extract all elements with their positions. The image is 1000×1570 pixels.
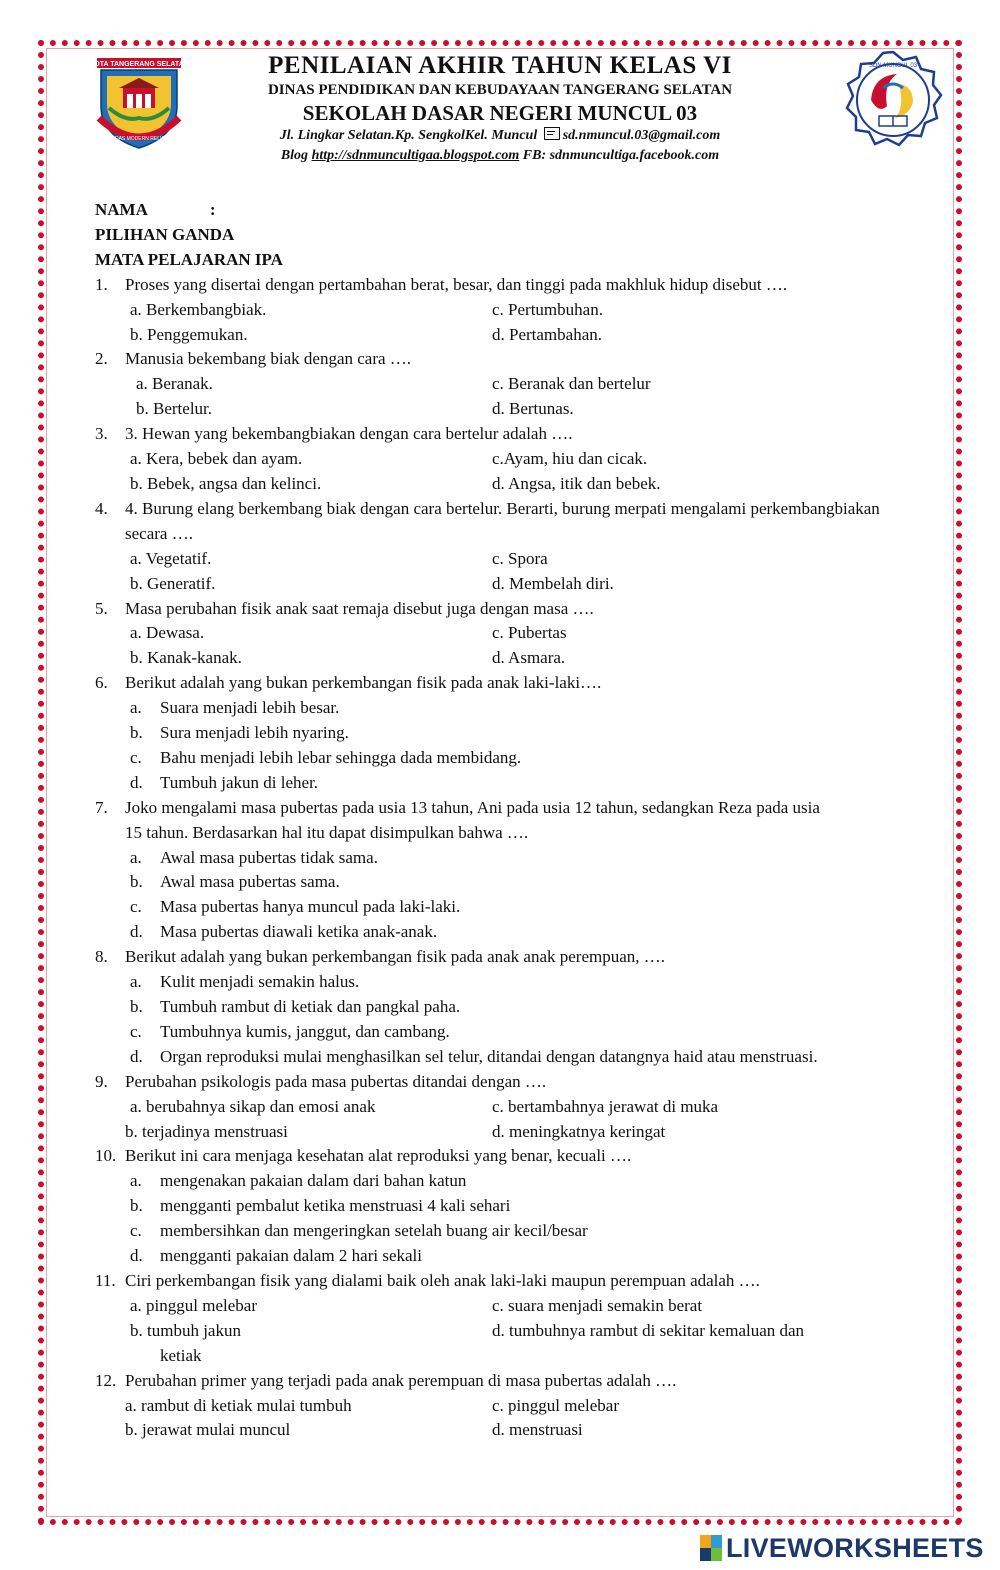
option-c[interactable] [95,1219,925,1244]
question-text: Berikut ini cara menjaga kesehatan alat reproduksi yang benar, kecuali …. [125,1146,632,1166]
option-text: Suara menjadi lebih besar. [160,698,340,718]
option-a[interactable]: a. Beranak. [136,374,213,394]
question-number: 1. [95,274,108,294]
option-row [95,1319,925,1344]
question-10 [95,1144,925,1169]
question-number: 11. [95,1270,116,1290]
option-text: Awal masa pubertas tidak sama. [160,847,378,867]
question-7 [95,796,925,846]
question-number: 10. [95,1146,117,1166]
option-d[interactable]: d. Angsa, itik dan bebek. [492,473,661,493]
option-c[interactable] [95,746,925,771]
question-text: Masa perubahan fisik anak saat remaja disebut juga dengan masa …. [125,598,594,618]
question-text: Perubahan psikologis pada masa pubertas ditandai dengan …. [125,1071,547,1091]
option-letter: c. [130,747,142,767]
option-row [95,323,925,348]
question-text: 4. Burung elang berkembang biak dengan cara bertelur. Berarti, burung merpati mengalami perkembangbiakan secara …. [125,498,880,543]
question-4 [95,497,925,547]
question-number: 2. [95,349,108,369]
option-a[interactable]: a. Kera, bebek dan ayam. [130,449,303,469]
liveworksheets-brand: LIVEWORKSHEETS [726,1532,984,1563]
option-letter: d. [130,922,143,942]
facebook-text: FB: sdnmuncultiga.facebook.com [522,148,720,163]
question-text: 3. Hewan yang bekembangbiakan dengan cara bertelur adalah …. [125,424,573,444]
option-d[interactable] [95,1045,925,1070]
question-number: 4. [95,498,108,518]
option-c[interactable]: c. Pubertas [492,623,567,643]
option-c[interactable]: c. pinggul melebar [492,1395,619,1415]
option-b[interactable]: b. terjadinya menstruasi [125,1121,288,1141]
option-text: Tumbuh rambut di ketiak dan pangkal paha. [160,997,461,1016]
option-row [95,372,925,397]
logo-right-text: SDN MUNCUL 03 [868,63,918,69]
option-text: mengganti pembalut ketika menstruasi 4 kali sehari [160,1196,511,1216]
option-c[interactable]: c.Ayam, hiu dan cicak. [492,449,648,469]
question-text: Proses yang disertai dengan pertambahan berat, besar, dan tinggi pada makhluk hidup disebut …. [125,274,788,294]
exam-title: PENILAIAN AKHIR TAHUN KELAS VI [268,52,732,79]
option-b[interactable] [95,721,925,746]
option-text: Masa pubertas diawali ketika anak-anak. [160,922,438,942]
option-text: Tumbuh jakun di leher. [160,772,319,792]
question-text: Berikut adalah yang bukan perkembangan fisik pada anak laki-laki…. [125,673,602,693]
option-d[interactable]: d. Pertambahan. [492,324,602,344]
question-text: Perubahan primer yang terjadi pada anak perempuan di masa pubertas adalah …. [125,1370,677,1390]
option-letter: b. [130,997,143,1016]
option-text: Organ reproduksi mulai menghasilkan sel telur, ditandai dengan datangnya haid atau menstruasi. [160,1046,818,1066]
option-row [95,1095,925,1120]
option-row [95,397,925,422]
option-d[interactable]: d. menstruasi [492,1420,583,1440]
name-colon: : [209,200,216,219]
question-number: 5. [95,598,108,618]
option-text: Bahu menjadi lebih lebar sehingga dada membidang. [160,747,522,767]
option-d[interactable]: d. Asmara. [492,648,566,668]
option-letter: c. [130,897,142,917]
question-3 [95,422,925,447]
liveworksheets-icon [700,1535,722,1561]
question-5 [95,597,925,622]
option-c[interactable]: c. suara menjadi semakin berat [492,1295,703,1315]
document-header [60,50,940,180]
option-b[interactable]: b. jerawat mulai muncul [125,1420,291,1440]
option-b[interactable] [95,870,925,895]
question-6 [95,671,925,696]
option-a[interactable]: a. berubahnya sikap dan emosi anak [130,1096,376,1116]
option-letter: d. [130,1046,143,1066]
option-row [95,298,925,323]
question-text: Ciri perkembangan fisik yang dialami baik oleh anak laki-laki maupun perempuan adalah …. [125,1270,760,1290]
question-11 [95,1269,925,1294]
option-b[interactable]: b. Penggemukan. [130,324,248,344]
option-text: mengenakan pakaian dalam dari bahan katun [160,1171,467,1191]
liveworksheets-logo[interactable] [700,1533,984,1563]
option-a[interactable] [95,846,925,871]
option-c[interactable]: c. Spora [492,548,548,568]
option-b[interactable]: b. Kanak-kanak. [130,648,242,668]
option-b[interactable]: b. tumbuh jakun [130,1320,241,1340]
option-b[interactable]: b. Bebek, angsa dan kelinci. [130,473,322,493]
option-c[interactable] [95,895,925,920]
option-letter: d. [130,772,143,792]
student-name-line [95,198,925,223]
option-d[interactable]: d. tumbuhnya rambut di sekitar kemaluan dan [492,1320,805,1340]
option-row [95,646,925,671]
school-name: SEKOLAH DASAR NEGERI MUNCUL 03 [302,101,698,125]
option-row [95,1120,925,1145]
question-number: 9. [95,1071,108,1091]
option-text: Kulit menjadi semakin halus. [160,972,360,992]
option-d[interactable]: d. Membelah diri. [492,573,614,593]
option-c[interactable] [95,1020,925,1045]
option-row [95,447,925,472]
option-c[interactable]: c. bertambahnya jerawat di muka [492,1096,719,1116]
option-row [95,1418,925,1443]
option-letter: a. [130,1171,142,1191]
option-letter: b. [130,723,143,743]
question-text: Berikut adalah yang bukan perkembangan fisik pada anak anak perempuan, …. [125,947,666,967]
option-a[interactable]: a. pinggul melebar [130,1295,257,1315]
option-letter: b. [130,1196,143,1216]
question-number: 12. [95,1370,117,1390]
option-letter: a. [130,698,142,718]
option-d-continuation: ketiak [160,1345,202,1365]
school-email: sd.nmuncul.03@gmail.com [562,128,721,143]
logo-left-title: KOTA TANGERANG SELATAN [89,61,189,68]
option-a[interactable]: a. Dewasa. [130,623,205,643]
option-row [95,472,925,497]
subject-title: MATA PELAJARAN IPA [95,249,283,269]
option-letter: c. [130,1221,142,1241]
option-a[interactable] [95,696,925,721]
school-blog [60,146,940,166]
option-d[interactable] [95,1244,925,1269]
option-b[interactable]: b. Bertelur. [136,399,213,419]
option-d[interactable] [95,771,925,796]
option-c[interactable]: c. Pertumbuhan. [492,299,603,319]
option-a[interactable]: a. rambut di ketiak mulai tumbuh [125,1395,352,1415]
option-a[interactable] [95,970,925,995]
option-letter: a. [130,972,142,992]
option-text: membersihkan dan mengeringkan setelah buang air kecil/besar [160,1221,588,1241]
option-letter: a. [130,847,142,867]
option-row [95,1294,925,1319]
option-row [95,547,925,572]
question-text: Manusia bekembang biak dengan cara …. [125,349,412,369]
option-row [95,572,925,597]
question-12 [95,1369,925,1394]
email-icon [544,127,560,140]
option-b[interactable] [95,995,925,1020]
question-8 [95,945,925,970]
blog-prefix: Blog [280,148,309,163]
option-row [95,621,925,646]
option-text: Sura menjadi lebih nyaring. [160,723,349,743]
option-b[interactable] [95,1194,925,1219]
blog-link[interactable]: http://sdnmuncultigaa.blogspot.com [311,148,520,163]
option-a[interactable]: a. Berkembangbiak. [130,299,267,319]
address-text: Jl. Lingkar Selatan.Kp. SengkolKel. Muncul [279,128,538,143]
name-label: NAMA [95,200,148,219]
option-a[interactable] [95,1169,925,1194]
section-title: PILIHAN GANDA [95,224,235,244]
option-text: Awal masa pubertas sama. [160,872,340,892]
logo-left-motto: CERDAS MODERN RELIGIUS [104,136,174,142]
option-c[interactable]: c. Beranak dan bertelur [492,374,651,394]
school-address [60,126,940,146]
exam-content [95,198,925,1443]
question-number: 7. [95,797,108,817]
question-text: Joko mengalami masa pubertas pada usia 13 tahun, Ani pada usia 12 tahun, sedangkan Reza pada usia 15 tahun. Berdasarkan hal itu dapat disimpulkan bahwa …. [125,797,820,842]
question-number: 3. [95,424,108,444]
option-a[interactable]: a. Vegetatif. [130,548,212,568]
option-d[interactable] [95,920,925,945]
option-letter: c. [130,1021,142,1041]
question-9 [95,1070,925,1095]
option-text: mengganti pakaian dalam 2 hari sekali [160,1246,422,1266]
question-number: 8. [95,947,108,967]
option-row [95,1394,925,1419]
option-d[interactable]: d. meningkatnya keringat [492,1121,666,1141]
question-number: 6. [95,673,108,693]
option-letter: b. [130,872,143,892]
department-name: DINAS PENDIDIKAN DAN KEBUDAYAAN TANGERANG SELATAN [267,82,733,98]
option-d[interactable]: d. Bertunas. [492,399,574,419]
question-2 [95,347,925,372]
option-text: Masa pubertas hanya muncul pada laki-laki. [160,897,461,917]
option-text: Tumbuhnya kumis, janggut, dan cambang. [160,1021,450,1041]
question-1 [95,273,925,298]
option-letter: d. [130,1246,143,1266]
option-b[interactable]: b. Generatif. [130,573,216,593]
